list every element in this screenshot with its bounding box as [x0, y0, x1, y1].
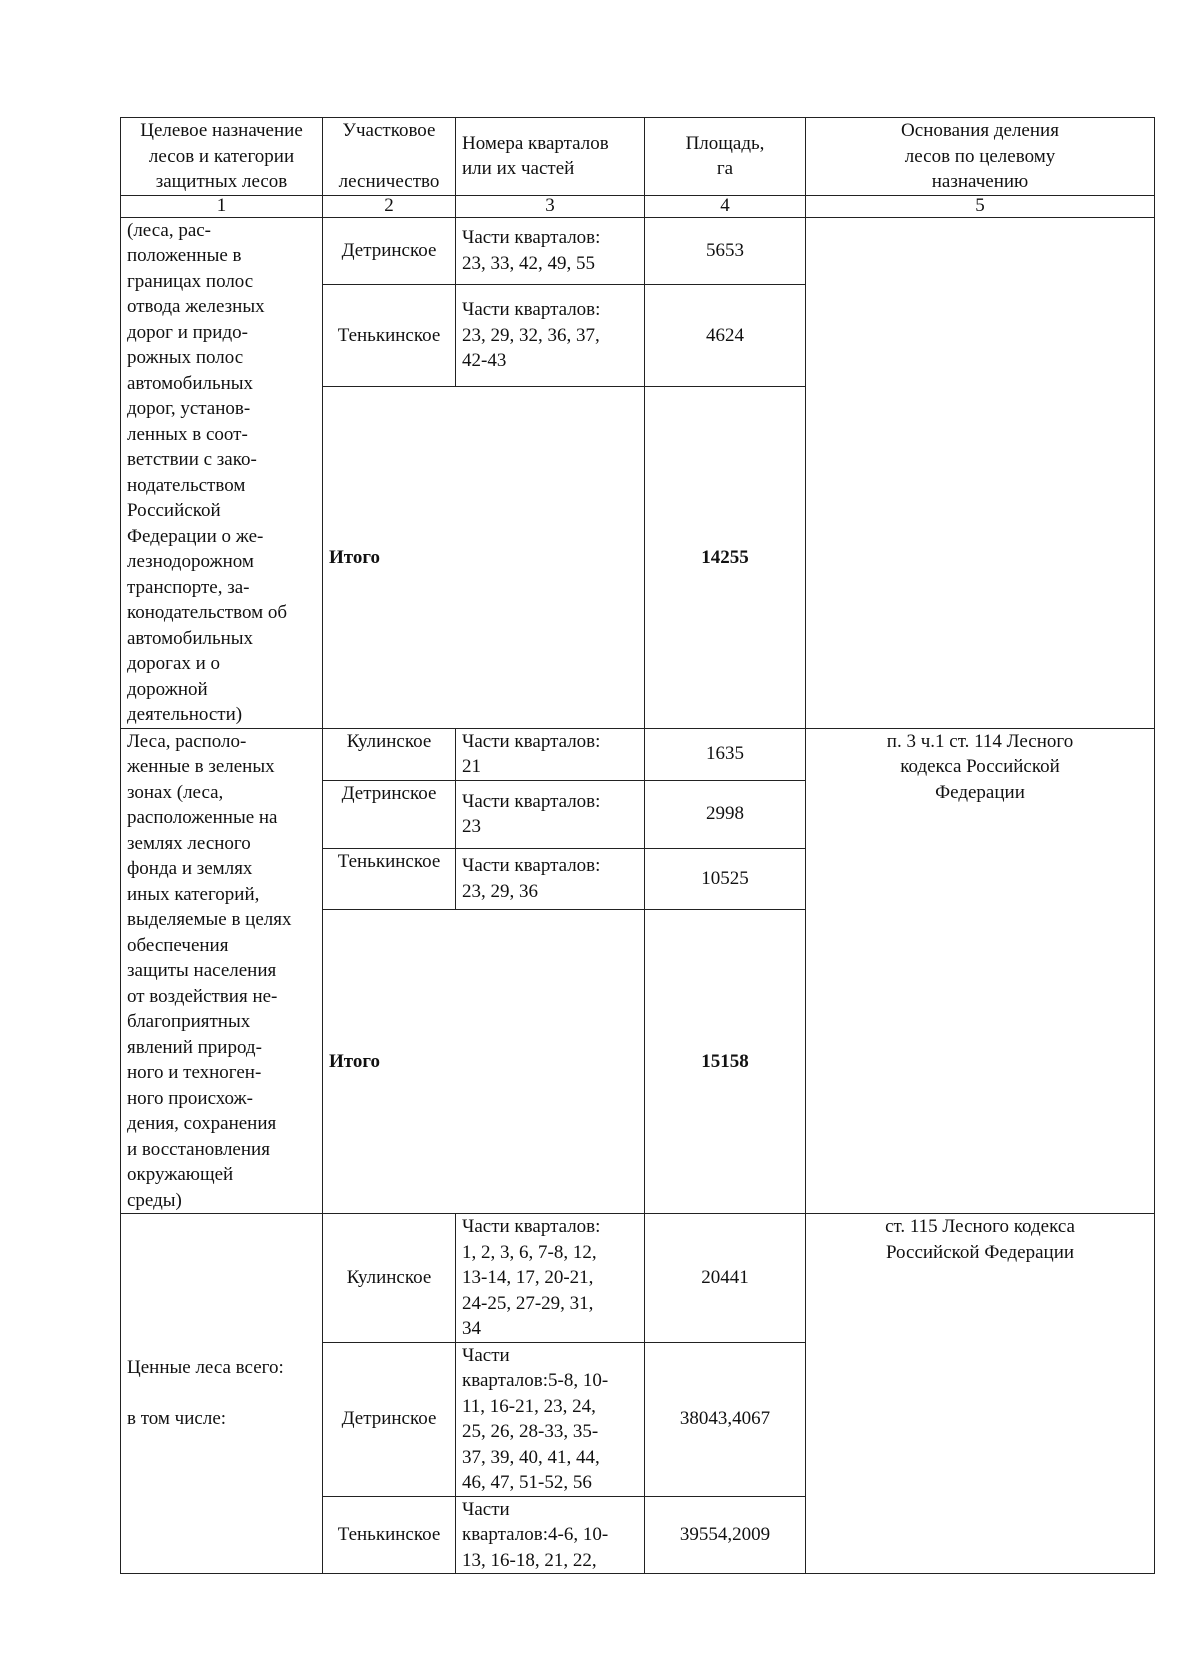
table-row: [121, 1214, 1155, 1343]
area-cell: 5653: [645, 217, 806, 284]
column-number: 4: [645, 195, 806, 217]
column-number: 5: [806, 195, 1155, 217]
quarters-cell: Части кварталов: 23, 29, 32, 36, 37, 42-43: [456, 284, 645, 387]
area-cell: 39554,2009: [645, 1496, 806, 1574]
table-row: [121, 728, 1155, 780]
forestry-cell: Детринское: [323, 217, 456, 284]
total-label: Итого: [323, 909, 645, 1213]
quarters-cell: Части кварталов: 21: [456, 728, 645, 780]
column-number: 2: [323, 195, 456, 217]
quarters-cell: Части кварталов: 23: [456, 780, 645, 848]
column-number-row: [121, 195, 1155, 217]
area-cell: 38043,4067: [645, 1342, 806, 1496]
quarters-cell: Части кварталов: 23, 29, 36: [456, 848, 645, 909]
column-number: 3: [456, 195, 645, 217]
forestry-cell: Кулинское: [323, 1214, 456, 1343]
area-cell: 20441: [645, 1214, 806, 1343]
forestry-cell: Кулинское: [323, 728, 456, 780]
forestry-cell: Детринское: [323, 1342, 456, 1496]
header-quarters: Номера кварталов или их частей: [456, 118, 645, 196]
header-area: Площадь, га: [645, 118, 806, 196]
document-page: [120, 117, 1155, 1574]
forestry-cell: Тенькинское: [323, 284, 456, 387]
quarters-cell: Части кварталов: 1, 2, 3, 6, 7-8, 12, 13-14, 17, 20-21, 24-25, 27-29, 31, 34: [456, 1214, 645, 1343]
forest-purpose-table: [120, 117, 1155, 1574]
area-cell: 4624: [645, 284, 806, 387]
purpose-cell: Леса, располо- женные в зеленых зонах (леса, расположенные на землях лесного фонда и землях иных категорий, выделяемые в целях обеспечения защиты населения от воздействия не- благоприятных явлений природ- ного и техноген- ного происхож- дения, сохранения и восстановления окружающей среды): [121, 728, 323, 1214]
total-area: 15158: [645, 909, 806, 1213]
table-row: [121, 217, 1155, 284]
quarters-cell: Части кварталов:4-6, 10- 13, 16-18, 21, 22,: [456, 1496, 645, 1574]
header-row: [121, 118, 1155, 196]
header-purpose: Целевое назначение лесов и категории защитных лесов: [121, 118, 323, 196]
purpose-cell: Ценные леса всего: в том числе:: [121, 1214, 323, 1574]
column-number: 1: [121, 195, 323, 217]
purpose-cell: (леса, рас- положенные в границах полос отвода железных дорог и придо- рожных полос автомобильных дорог, установ- ленных в соот- ветствии с зако- нодательством Российской Федерации о же- лезнодорожном транспорте, за- конодательством об автомобильных дорогах и о дорожной деятельности): [121, 217, 323, 728]
basis-cell: [806, 217, 1155, 728]
total-area: 14255: [645, 387, 806, 728]
total-label: Итого: [323, 387, 645, 728]
area-cell: 10525: [645, 848, 806, 909]
header-basis: Основания деления лесов по целевому назначению: [806, 118, 1155, 196]
basis-cell: ст. 115 Лесного кодекса Российской Федерации: [806, 1214, 1155, 1574]
area-cell: 2998: [645, 780, 806, 848]
quarters-cell: Части кварталов:5-8, 10- 11, 16-21, 23, 24, 25, 26, 28-33, 35- 37, 39, 40, 41, 44, 46, 47, 51-52, 56: [456, 1342, 645, 1496]
quarters-cell: Части кварталов: 23, 33, 42, 49, 55: [456, 217, 645, 284]
header-forestry: Участковое лесничество: [323, 118, 456, 196]
forestry-cell: Тенькинское: [323, 848, 456, 909]
forestry-cell: Тенькинское: [323, 1496, 456, 1574]
area-cell: 1635: [645, 728, 806, 780]
basis-cell: п. 3 ч.1 ст. 114 Лесного кодекса Российской Федерации: [806, 728, 1155, 1214]
forestry-cell: Детринское: [323, 780, 456, 848]
